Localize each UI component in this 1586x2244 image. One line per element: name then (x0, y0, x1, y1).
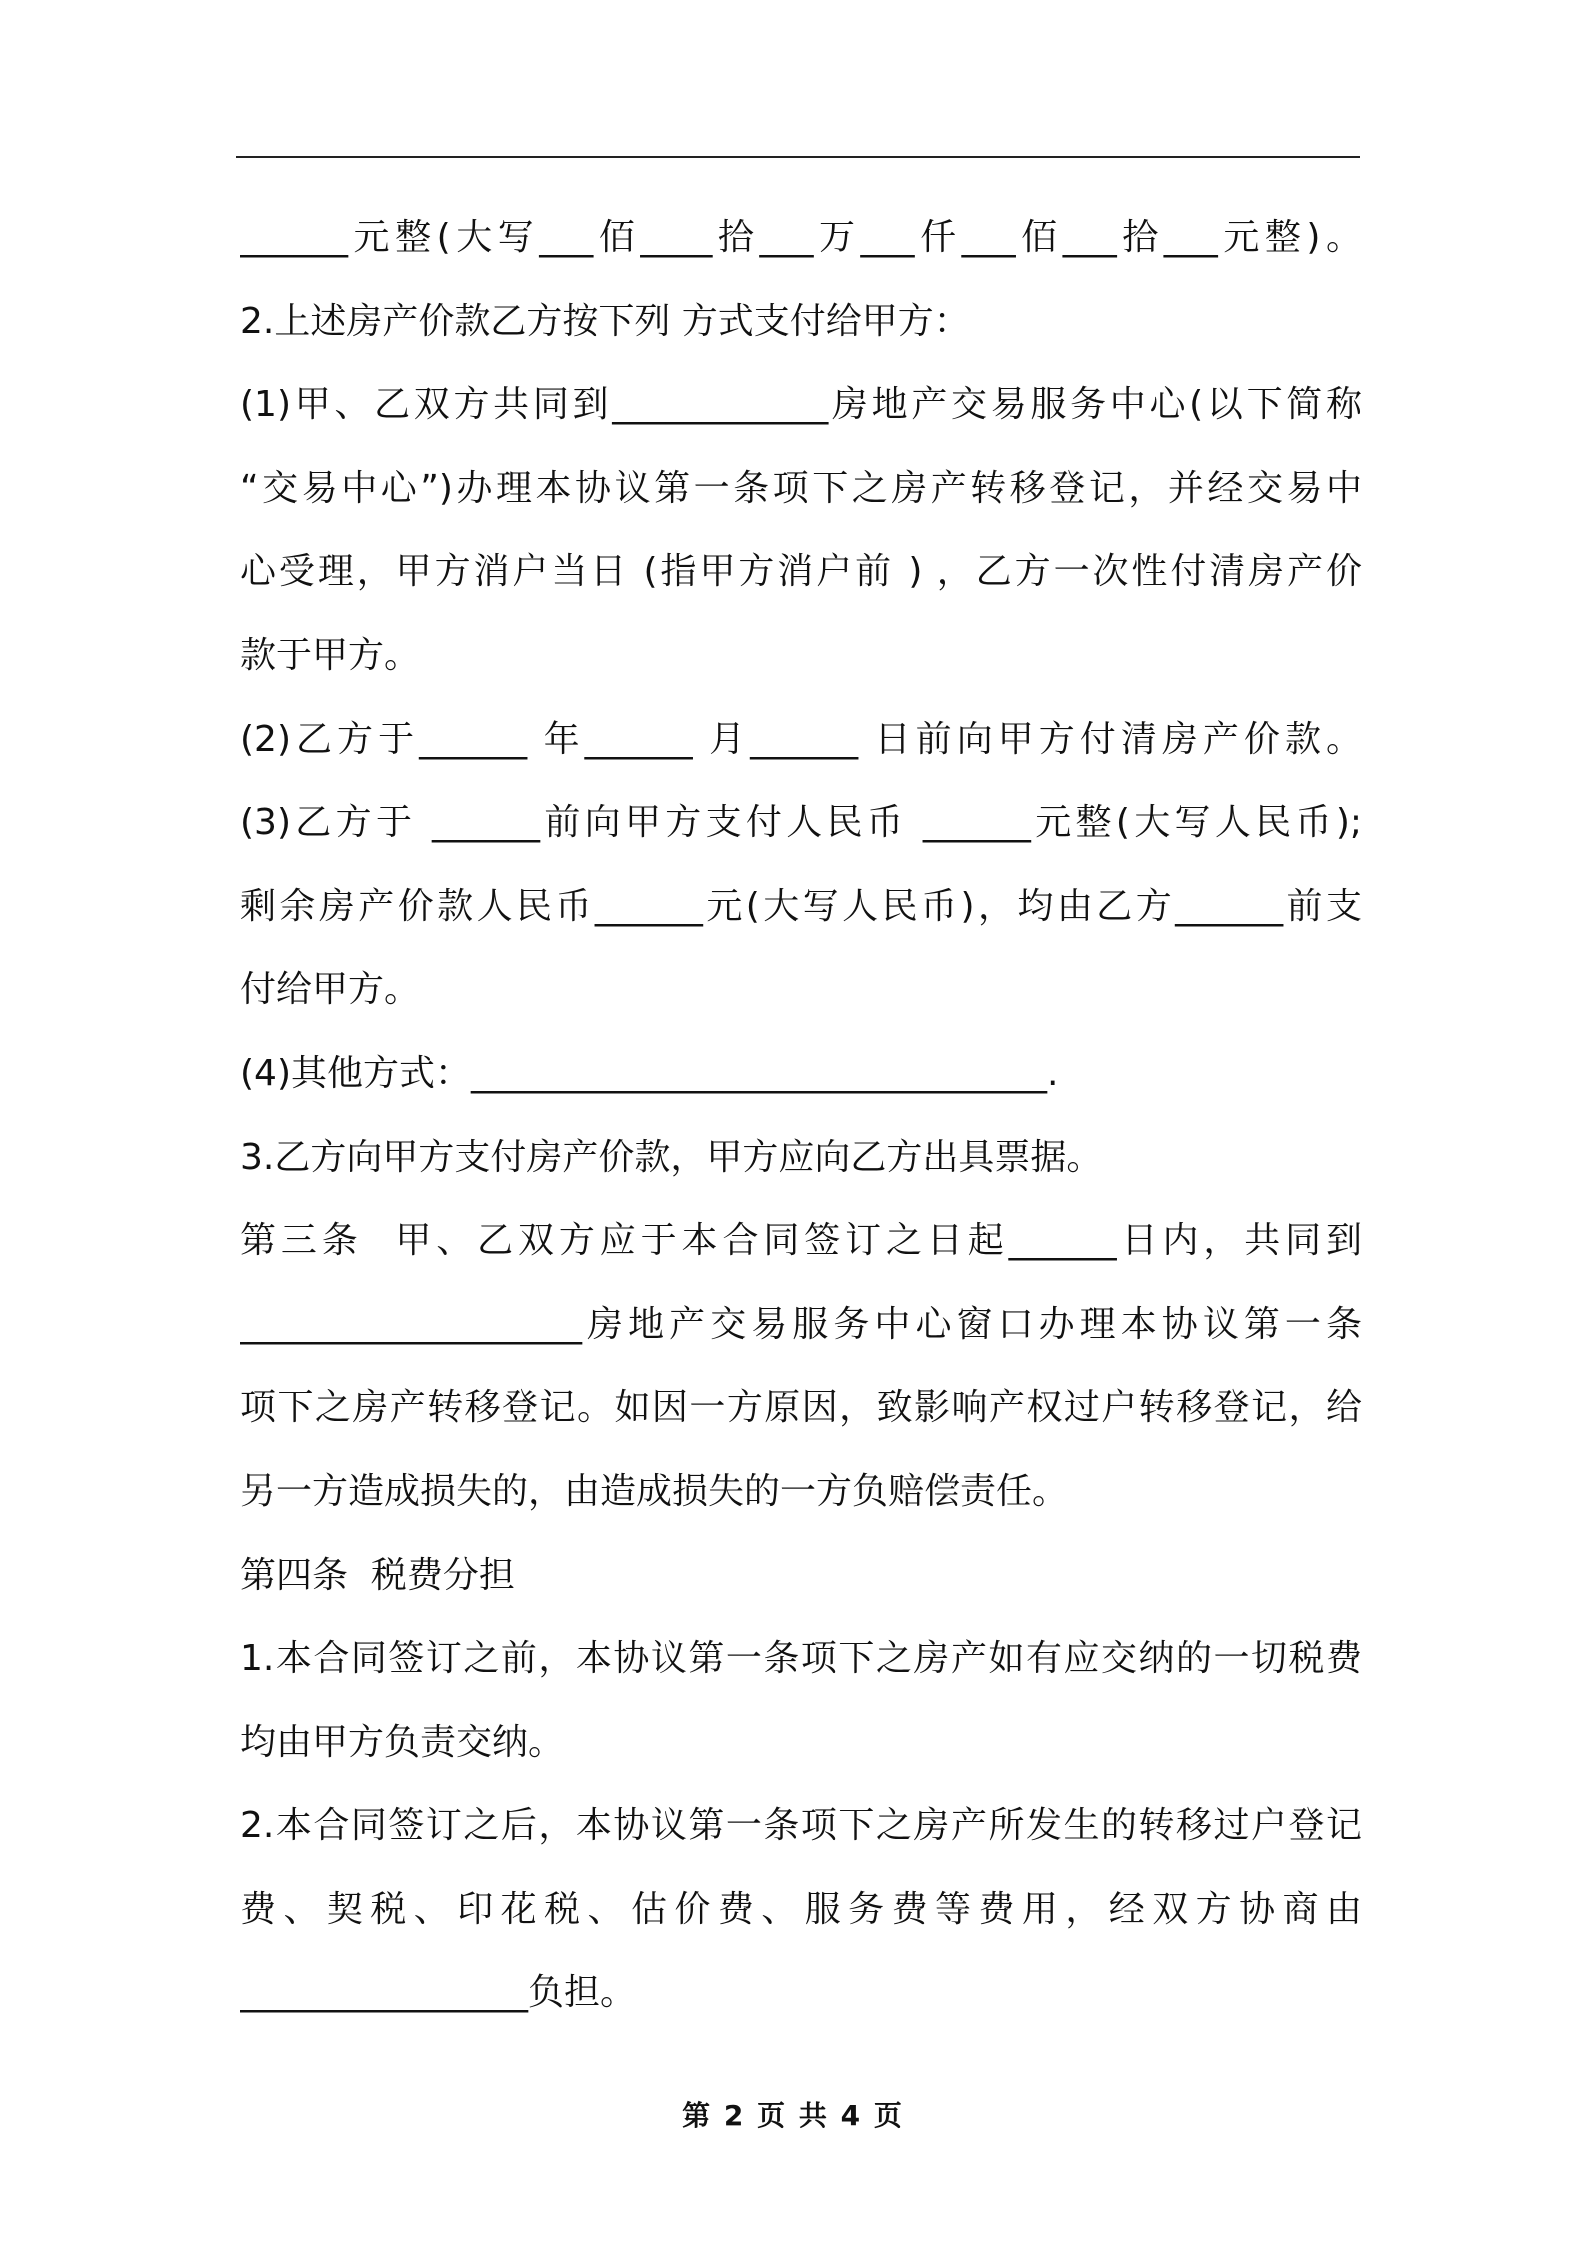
text-line-5: 心受理，甲方消户当日 (指甲方消户前 ) ，乙方一次性付清房产价 (240, 551, 1362, 593)
text-line-4: “交易中心”)办理本协议第一条项下之房产转移登记，并经交易中 (240, 467, 1362, 509)
page-number: 第 2 页 共 4 页 (682, 2099, 904, 2132)
text-line-14: ___________________房地产交易服务中心窗口办理本协议第一条 (240, 1303, 1362, 1345)
text-line-18: 1.本合同签订之前，本协议第一条项下之房产如有应交纳的一切税费 (240, 1638, 1362, 1680)
text-line-6: 款于甲方。 (240, 634, 421, 676)
text-line-11: (4)其他方式：________________________________. (240, 1052, 1059, 1094)
section-heading-tax: 第四条 税费分担 (240, 1554, 515, 1596)
text-line-1: ______元整(大写___佰____拾___万___仟___佰___拾___元整)。 (240, 217, 1362, 258)
text-line-8: (3)乙方于 ______前向甲方支付人民币 ______元整(大写人民币); (240, 802, 1362, 844)
text-line-12: 3.乙方向甲方支付房产价款，甲方应向乙方出具票据。 (240, 1136, 1103, 1178)
text-line-22: ________________负担。 (240, 1972, 637, 2014)
text-line-21: 费、契税、印花税、估价费、服务费等费用，经双方协商由 (240, 1888, 1362, 1930)
text-line-7: (2)乙方于______ 年______ 月______ 日前向甲方付清房产价款。 (240, 718, 1362, 760)
text-line-2: 2.上述房产价款乙方按下列 方式支付给甲方： (240, 300, 970, 342)
text-line-10: 付给甲方。 (240, 969, 421, 1011)
text-line-19: 均由甲方负责交纳。 (240, 1721, 565, 1763)
text-line-15: 项下之房产转移登记。如因一方原因，致影响产权过户转移登记，给 (240, 1387, 1362, 1429)
text-line-9: 剩余房产价款人民币______元(大写人民币)，均由乙方______前支 (240, 885, 1362, 927)
text-line-13: 第三条 甲、乙双方应于本合同签订之日起______日内，共同到 (240, 1220, 1362, 1262)
text-line-3: (1)甲、乙双方共同到____________房地产交易服务中心(以下简称 (240, 384, 1362, 426)
text-line-16: 另一方造成损失的，由造成损失的一方负赔偿责任。 (240, 1470, 1069, 1512)
text-line-20: 2.本合同签订之后，本协议第一条项下之房产所发生的转移过户登记 (240, 1805, 1362, 1847)
header-divider (236, 156, 1360, 158)
document-body (240, 196, 1362, 2035)
